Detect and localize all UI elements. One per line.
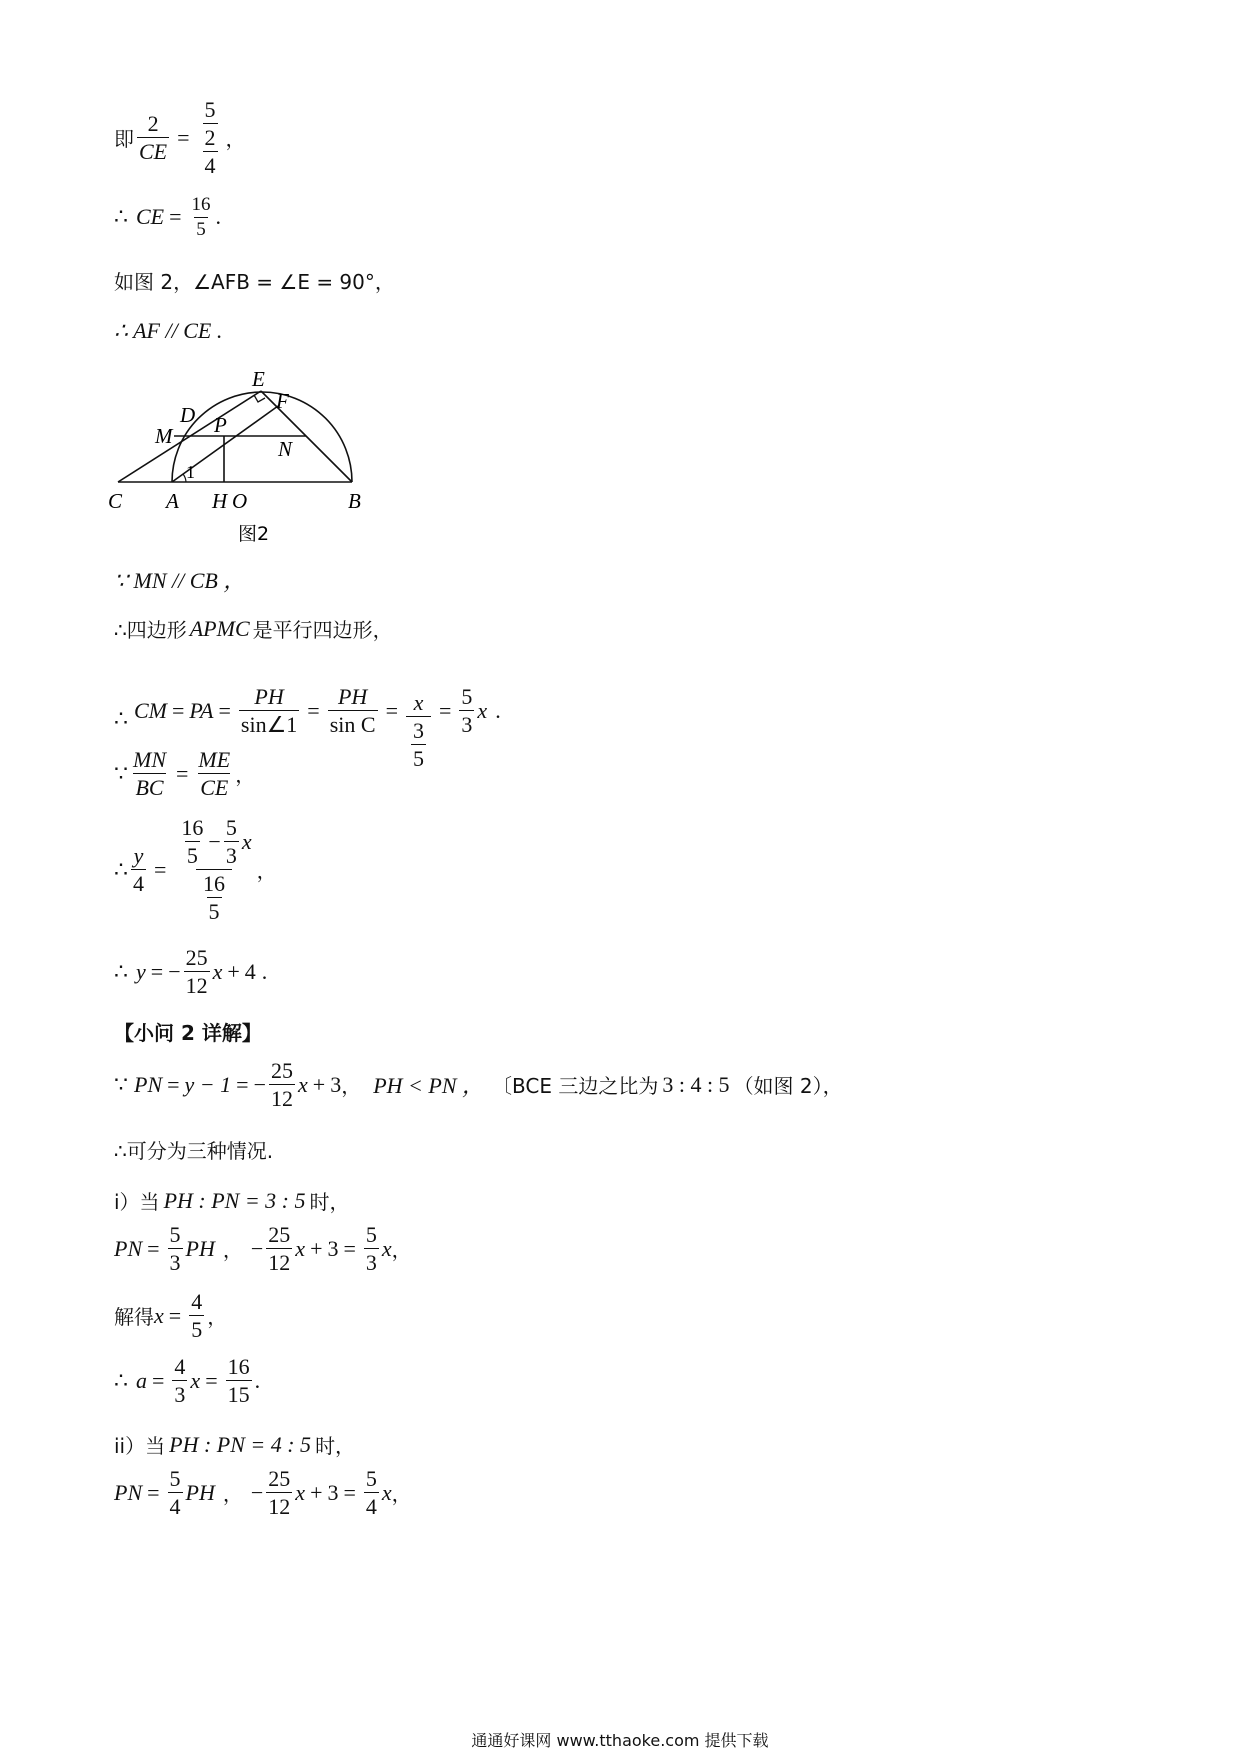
var: PN <box>134 1071 163 1097</box>
numerator: PH <box>337 684 368 710</box>
equals: = <box>176 760 189 786</box>
numerator: 16 <box>227 1354 250 1379</box>
text: 是平行四边形， <box>252 618 393 642</box>
line-4 <box>114 318 222 344</box>
line-3 <box>114 266 395 295</box>
denominator: 12 <box>271 1086 294 1112</box>
text: i）当 <box>114 1190 160 1214</box>
minus: − <box>250 1479 264 1505</box>
equals: = <box>343 1235 356 1261</box>
text: ∴ AF // CE . <box>114 318 223 343</box>
label-D: D <box>180 403 196 427</box>
period: . <box>495 697 501 723</box>
equals: = <box>343 1479 356 1505</box>
denominator: 4 <box>133 871 144 897</box>
text: 时， <box>315 1434 356 1458</box>
var: PN <box>114 1235 143 1261</box>
text: 时， <box>309 1190 350 1214</box>
line-17 <box>114 1430 355 1459</box>
var: x <box>295 1479 306 1505</box>
denominator: 5 <box>208 899 220 925</box>
complex-fraction <box>198 98 223 177</box>
equals: = <box>169 204 182 230</box>
label-C: C <box>108 489 123 513</box>
label-A: A <box>166 489 179 513</box>
period: . <box>261 958 268 984</box>
label-B: B <box>348 489 361 513</box>
because: ∵ <box>114 760 128 786</box>
numerator <box>174 816 253 869</box>
fraction <box>459 685 474 736</box>
var: x <box>241 829 252 855</box>
plus: + <box>310 1479 323 1505</box>
inner-fraction <box>411 719 426 770</box>
label-N: N <box>278 437 293 461</box>
denominator: 15 <box>227 1382 250 1408</box>
plus: + <box>312 1071 326 1097</box>
therefore: ∴ <box>114 705 128 731</box>
text: ， <box>225 127 246 152</box>
equals: = <box>307 697 320 723</box>
line-12 <box>114 1135 273 1164</box>
numerator <box>198 98 223 151</box>
equals: = <box>218 697 231 723</box>
denominator: 12 <box>268 1250 291 1276</box>
semicircle <box>172 392 352 482</box>
numerator: 5 <box>365 1466 377 1491</box>
denominator: 2 <box>204 125 216 151</box>
equals: = <box>167 1071 180 1097</box>
text: 〔BCE 三边之比为 <box>492 1074 659 1099</box>
fraction <box>131 844 146 895</box>
therefore: ∴ <box>114 856 128 882</box>
var: x <box>295 1235 306 1261</box>
var: PH <box>185 1235 215 1261</box>
denominator: CE <box>200 775 229 801</box>
text: ， <box>207 1305 228 1330</box>
text: （如图 2）， <box>733 1074 843 1099</box>
inner-fraction <box>203 98 218 149</box>
denominator: 12 <box>268 1494 291 1520</box>
line-5 <box>114 564 245 595</box>
text: ， <box>391 1238 412 1263</box>
text: ， <box>222 1238 243 1263</box>
denominator: 3 <box>169 1250 181 1276</box>
line-1 <box>114 98 246 177</box>
denominator: 5 <box>186 843 198 869</box>
footer <box>0 1728 1240 1751</box>
denominator: 5 <box>191 1317 203 1343</box>
numerator: 25 <box>268 1466 291 1491</box>
label-E: E <box>252 367 265 391</box>
fraction <box>190 195 213 240</box>
denominator: 4 <box>365 1494 377 1520</box>
numerator: 25 <box>268 1222 291 1247</box>
fraction <box>364 1467 379 1518</box>
condition: PH : PN = 3 : 5 <box>163 1187 306 1213</box>
numerator: 5 <box>225 815 237 840</box>
line-10 <box>114 946 267 997</box>
fraction <box>266 1223 292 1274</box>
plus: + <box>310 1235 323 1261</box>
line-6 <box>114 614 393 643</box>
label-M: M <box>155 424 173 448</box>
numerator: 5 <box>461 684 473 710</box>
line-16 <box>114 1355 260 1406</box>
equals: = <box>168 1302 182 1328</box>
equals: = <box>152 1367 165 1393</box>
denominator <box>196 869 232 923</box>
label-P: P <box>214 413 227 437</box>
minus: − <box>168 958 181 984</box>
var: CE <box>136 204 165 230</box>
numerator: 5 <box>169 1466 181 1491</box>
numerator: 25 <box>185 945 208 970</box>
therefore: ∴ <box>114 1367 128 1393</box>
var: x <box>212 958 223 984</box>
equals: = <box>385 697 398 723</box>
numerator: ME <box>198 747 231 772</box>
text: ， <box>235 763 256 788</box>
denominator: 3 <box>174 1382 186 1408</box>
numerator: 5 <box>169 1222 181 1247</box>
var: x <box>381 1479 392 1505</box>
equals: = <box>236 1071 249 1097</box>
equals: = <box>147 1235 160 1261</box>
numerator: 4 <box>191 1289 203 1314</box>
line-8 <box>114 748 255 799</box>
line-15 <box>114 1290 227 1341</box>
period: . <box>215 204 222 230</box>
var: x <box>154 1302 164 1328</box>
equals: = <box>147 1479 160 1505</box>
denominator: sin∠1 <box>240 712 298 738</box>
fraction <box>239 685 299 736</box>
period: . <box>254 1367 261 1393</box>
text: ， <box>391 1482 412 1507</box>
denominator: CE <box>139 139 168 165</box>
var: CM <box>134 697 167 723</box>
numerator: 16 <box>203 871 226 897</box>
numerator: 16 <box>191 194 211 215</box>
fraction <box>196 748 232 799</box>
denominator <box>406 716 431 770</box>
denominator: 3 <box>365 1250 377 1276</box>
denominator: 5 <box>196 218 206 240</box>
label-F: F <box>276 389 289 413</box>
var: a <box>136 1367 147 1393</box>
inner-fraction <box>201 872 227 923</box>
line-9 <box>114 816 277 923</box>
text: ， <box>341 1074 362 1099</box>
line-2 <box>114 195 221 240</box>
numerator: 3 <box>413 718 424 744</box>
text: 【小问 2 详解】 <box>114 1021 262 1045</box>
section-heading <box>114 1017 262 1046</box>
denominator: 4 <box>204 153 216 179</box>
numerator: y <box>133 843 144 869</box>
because: ∵ <box>114 1071 128 1097</box>
numerator: 25 <box>271 1058 294 1083</box>
numerator: x <box>413 690 424 715</box>
var: APMC <box>189 615 250 641</box>
fraction <box>137 112 169 163</box>
label-H: H <box>212 489 228 513</box>
denominator: 3 <box>225 843 237 869</box>
var: x <box>381 1235 392 1261</box>
text: ∴可分为三种情况. <box>114 1139 274 1163</box>
plus: + <box>227 958 240 984</box>
inner-fraction <box>179 816 205 867</box>
minus: − <box>253 1071 267 1097</box>
fraction <box>184 946 210 997</box>
denominator: 12 <box>185 973 208 999</box>
condition: PH : PN = 4 : 5 <box>169 1431 312 1457</box>
equals: = <box>172 697 185 723</box>
ratio: 3 : 4 : 5 <box>662 1071 730 1097</box>
fraction <box>131 748 168 799</box>
var: PH <box>185 1479 215 1505</box>
text: PH < PN ， <box>373 1073 484 1099</box>
geometry-figure <box>108 358 368 548</box>
const: 3 <box>327 1235 339 1261</box>
fraction <box>328 685 378 736</box>
therefore: ∴ <box>114 204 128 230</box>
numerator: 5 <box>204 97 216 122</box>
line-18 <box>114 1467 412 1518</box>
const: 3 <box>330 1071 342 1097</box>
expr: y − 1 <box>184 1071 232 1097</box>
text: ii）当 <box>114 1434 166 1458</box>
denominator: 3 <box>461 712 473 738</box>
minus: − <box>208 829 221 855</box>
line-14 <box>114 1223 412 1274</box>
numerator: 16 <box>181 815 204 840</box>
var: x <box>190 1367 201 1393</box>
text: ∵ MN // CB ， <box>114 568 246 593</box>
equals: = <box>154 856 167 882</box>
line-13 <box>114 1186 350 1215</box>
denominator: 4 <box>169 1494 181 1520</box>
text: ∴四边形 <box>114 618 187 642</box>
var: PN <box>114 1479 143 1505</box>
figure-caption: 图2 <box>238 523 270 545</box>
fraction <box>269 1059 295 1110</box>
var: x <box>298 1071 308 1097</box>
label-1: 1 <box>186 462 195 482</box>
fraction <box>266 1467 292 1518</box>
equals: = <box>150 958 164 984</box>
text: 解得 <box>114 1305 154 1330</box>
text: ， <box>256 859 277 884</box>
var: x <box>477 697 488 723</box>
fraction <box>226 1355 252 1406</box>
numerator: 5 <box>365 1222 377 1247</box>
fraction <box>168 1467 183 1518</box>
inner-fraction <box>224 816 239 867</box>
numerator: MN <box>133 747 166 772</box>
text: 即 <box>114 127 134 152</box>
equals: = <box>205 1367 218 1393</box>
var: PA <box>189 697 214 723</box>
fraction <box>364 1223 379 1274</box>
text: ， <box>222 1482 243 1507</box>
denominator: BC <box>135 775 164 801</box>
numerator: 2 <box>147 111 159 137</box>
const: 4 <box>244 958 256 984</box>
numerator: 4 <box>174 1354 186 1379</box>
equals: = <box>439 697 452 723</box>
therefore: ∴ <box>114 958 128 984</box>
right-angle-mark <box>254 395 265 402</box>
denominator: 5 <box>413 746 424 772</box>
fraction <box>168 1223 183 1274</box>
text: 如图 2，∠AFB = ∠E = 90°， <box>114 270 395 294</box>
var: y <box>136 958 146 984</box>
line-11 <box>114 1059 843 1110</box>
label-O: O <box>232 489 248 513</box>
fraction <box>189 1290 204 1341</box>
denominator: sin C <box>329 712 376 738</box>
equals: = <box>177 124 190 150</box>
complex-fraction <box>406 691 431 770</box>
const: 3 <box>327 1479 339 1505</box>
fraction <box>172 1355 187 1406</box>
complex-fraction <box>174 816 253 923</box>
minus: − <box>250 1235 264 1261</box>
footer-text: 通通好课网 www.tthaoke.com 提供下载 <box>471 1731 769 1750</box>
numerator: PH <box>254 684 284 710</box>
